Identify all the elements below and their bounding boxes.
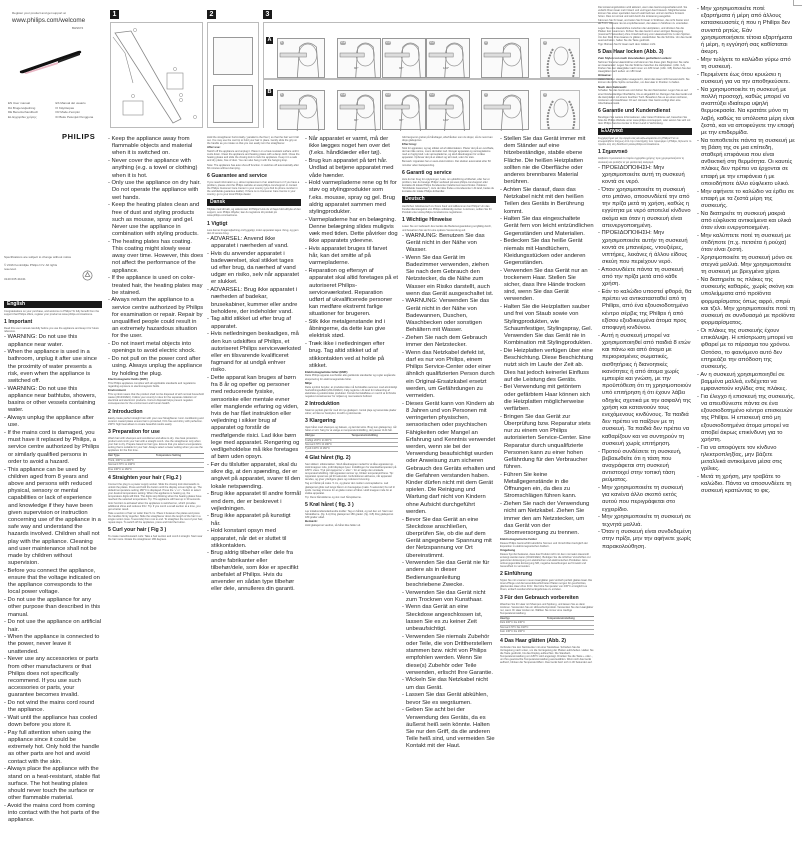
safety-bullet: - If the appliance is used on color-treated hair, the heating plates may be stained. xyxy=(108,275,204,297)
safety-bullet: - Bringen Sie das Gerät zur Überprüfung bzw. Reparatur stets nur zu einem von Philips autorisierten Service-Center. Eine Reparatur durch unqualifizierte Personen kann zu einer hohen Gefährdung für den Verbraucher führen. xyxy=(500,414,594,472)
body-text: Συγχαρητήρια για την αγορά σας και καλωσορίσατε στη Philips! Για να επωφεληθείτε πλήρως από την υποστήριξη που προσφέρει η Philips, δηλώστε το προϊόν σας στη διεύθυνση www.philips.com/welcome. xyxy=(598,137,692,147)
safety-bullet: - Pay full attention when using the appliance since it could be extremely hot. Only hold the handle as other parts are hot and avoid contact with the skin. xyxy=(4,730,102,766)
safety-bullet: - ADVARSEL: Brug ikke apparatet i nærheden af badekar, brusekabiner, kummer eller andre beholdere, der indeholder vand. xyxy=(207,287,301,316)
section-heading: 4 Glat håret (fig. 2) xyxy=(305,454,351,461)
step-label: 4 xyxy=(544,40,546,44)
table-row xyxy=(108,468,204,472)
safety-bullet: - Hold konstant opsyn med apparatet, når det er sluttet til stikkontakten. xyxy=(207,528,301,550)
text-column xyxy=(598,6,692,551)
safety-bullet: - Hvis du anvender apparatet i badeværelset, skal stikket tages ud efter brug, da nærhed af vand udgør en risiko, selv når apparatet er slukket. xyxy=(207,251,301,287)
temperature-table xyxy=(500,616,594,635)
safety-bullet: - Do not insert metal objects into openings to avoid electric shock. xyxy=(108,341,204,355)
cover xyxy=(0,0,104,150)
document-info xyxy=(4,256,100,282)
page-edge-marker xyxy=(793,0,802,6)
safety-bullet: - Lassen Sie das Gerät abkühlen, bevor Sie es wegräumen. xyxy=(402,692,496,706)
body-text: Lav indadvendte/udadvendte krøller: Tag en hårlok, og red den ud. Start nær hårrødderne. (fig. 3-A) Drej glattejernet 180 grader. (fig. 3-B) Drej glattejernet 180 grader udad. xyxy=(305,509,394,520)
rotation-angle: 180° xyxy=(443,66,450,70)
body-text: Tip: Rens hårrødderne og slut med hårspidserne. xyxy=(305,495,362,499)
step-label: 2-c xyxy=(430,40,435,44)
safety-bullet: - Περιμένετε έως ότου κρυώσει η συσκευή για να την αποθηκεύσετε. xyxy=(697,72,795,86)
body-text: Bemærk: Apparatet har en auto-sluk-funktion. Det slukker automatisk efter 60 minutter uden fastspænding. xyxy=(402,160,491,167)
body-text: Lesen Sie vor Gebrauch des Geräts die Bedienungsanleitung sorgfältig durch, und bewahren Sie sie für eine spätere Verwendung auf. xyxy=(402,225,492,232)
curled-hair-illustration xyxy=(541,39,581,79)
body-text: Easily create perfect straight hair with your new Straightener. Ionic conditioning and ceramic coated plates ensure hair is protected, frizz-free and shiny with perfection. 230°C high heat allows to create beautiful results easily. xyxy=(108,416,204,426)
hair-styling-illustration xyxy=(383,91,427,131)
safety-bullet: - Avoid the mains cord from coming into contact with the hot parts of the appliance. xyxy=(4,803,102,825)
curl-step-panel xyxy=(277,38,325,78)
safety-bullet: - Όταν η συσκευή είναι συνδεδεμένη στην πρίζα, μην την αφήνετε χωρίς παρακολούθηση. xyxy=(598,529,692,551)
curl-step-panel xyxy=(426,38,470,78)
copyright: © 2016 Koninklijke Philips N.V. All rights reserved. xyxy=(4,262,58,271)
figure-1-diagram xyxy=(110,22,203,128)
figure-3-row-b-marker: B xyxy=(267,89,272,95)
step-label: 2-b xyxy=(386,40,391,44)
safety-bullet: - When the appliance is connected to the power, never leave it unattended. xyxy=(4,634,102,656)
safety-bullet: - Wickeln Sie das Netzkabel nicht um das Gerät. xyxy=(402,677,496,691)
safety-bullet: - ΠΡΟΕΙΔΟΠΟΙΗΣΗ: Μην χρησιμοποιείτε αυτήν τη συσκευή κοντά σε μπανιέρες, ντουζιέρες, νιπτήρες, λεκάνες ή άλλου είδους σκεύη που περιέχουν νερό. xyxy=(598,230,692,266)
table-cell xyxy=(547,621,594,624)
text-column xyxy=(207,136,301,594)
safety-bullet: - Μην τυλίγετε το καλώδιο γύρω από τη συσκευή. xyxy=(697,57,795,71)
body-text: Hvis du har brug for oplysninger, f.eks. om udskiftning af tilbehør, eller har et problem, kan du besøge Philips' websted på www.philips.com/support eller kontakte dit lokale Philips Kundecenter (telefonnummeret findes i folderen "Worldwide Guarantee"). Hvis der ikke findes et kundecenter i dit land, bedes du kontakte din lokale Philips-forhandler. xyxy=(402,177,495,194)
body-text: To create inward/outward curls: Take a hair section and comb it straight. Start near the hair roots. Rotate the straightener 180 degrees. xyxy=(108,535,203,542)
body-text: Skab let perfekt glat hår med dit nye glattejern. Ionisk pleje og keramiske plader sikrer, at håret er beskyttet, krusfrit og skinnende. xyxy=(305,408,397,415)
step-label: 2-a xyxy=(341,92,346,96)
body-text: Dette symbol betyder, at produktet ikke må bortskaffes sammen med almindeligt husholdningsaffald (2012/19/EU). Følg reglerne i dit land for indsamling af elektriske og elektroniske produkter. Korrekt bortskaffelse er med til at forhindre negative konsekvenser for miljøet og menneskers helbred. xyxy=(305,385,398,398)
safety-bullet: - Always unplug the appliance after use. xyxy=(4,415,102,429)
body-text: Læs denne brugervejledning omhyggeligt, inden apparatet tages i brug, og gem den til senere brug. xyxy=(207,228,299,235)
body-text: Herzlichen Glückwunsch zu Ihrem Kauf und willkommen bei Philips! Um das Kundendienstangebot von Philips vollständig nutzen zu können, sollten Sie Ihr Produkt unter www.philips.com/welcome registrieren. xyxy=(402,205,492,215)
figure-1-marker: 1 xyxy=(110,10,119,19)
safety-bullet: - Halten Sie die Heizplatten sauber und frei von Staub sowie von Stylingprodukten, wie Schaumfestiger, Stylingspray, Gel. Verwenden Sie das Gerät nie in Kombination mit Stylingprodukten. xyxy=(500,304,594,347)
safety-bullet: - Brug aldrig tilbehør eller dele fra andre fabrikanter eller tilbehør/dele, som ikke er specifikt anbefalet af Philips. Hvis du anvender en sådan type tilbehør eller dele, annulleres din garanti. xyxy=(207,550,301,593)
safety-bullet: - Bedecken Sie das heiße Gerät niemals mit Handtüchern, Kleidungsstücken oder anderen Gegenständen. xyxy=(500,238,594,267)
safety-bullet: - Führen Sie keine Metallgegenstände in die Öffnungen ein, da dies zu Stromschlägen führen kann. xyxy=(500,472,594,501)
safety-bullet: - Stik ikke metalgenstande ind i åbningerne, da dette kan give elektrisk stød. xyxy=(305,319,398,341)
table-cell xyxy=(156,468,204,471)
safety-bullet: - Verwenden Sie das Gerät nie für andere als in dieser Bedienungsanleitung beschriebene Zwecke. xyxy=(402,560,496,589)
body-text: Tillykke med dit køb, og velkommen til Philips! Hvis du vil have fuld udbytte af den support, som Philips tilbyder, kan du registrere dit produkt på www.philips.com/welcome. xyxy=(207,208,301,218)
body-text: Glid langsomt grebet på håndtaget, efterhånden som du drejer, så du nemt kan dreje glattejernet. xyxy=(402,136,493,143)
safety-bullet: - Wenn das Netzkabel defekt ist, darf es nur von Philips, einem Philips Service-Center oder einer ähnlich qualifizierten Person durch ein Original-Ersatzkabel ersetzt werden, um Gefährdungen zu vermeiden. xyxy=(402,350,496,400)
subheading: Bemærk: xyxy=(305,519,318,524)
body-text: Kämmen Sie Ihr Haar, und teilen Sie Ihr Haar in Strähnen, die nicht breiter sind als 5 cm. Hinweis: Es ist empfehlenswert, die Haare in Strähnen zu unterteilen. xyxy=(598,19,689,26)
body-text: Hold glattejernet vandret, så håret ikke falder ud. xyxy=(305,524,361,528)
safety-bullet: - Wenn das Gerät an eine Steckdose angeschlossen ist, lassen Sie es zu keiner Zeit unbeaufsichtigt. xyxy=(402,604,496,633)
safety-bullet: - Όταν χρησιμοποιείτε τη συσκευή στο μπάνιο, αποσυνδέετέ την από την πρίζα μετά τη χρήση, καθώς η εγγύτητα με νερό αποτελεί κίνδυνο ακόμα και όταν η συσκευή είναι απενεργοποιημένη. xyxy=(598,187,692,230)
language-heading: Dansk xyxy=(207,199,301,206)
safety-bullet: - Når apparatet er varmt, må der ikke lægges noget hen over det (f.eks. håndklæder eller tøj). xyxy=(305,136,398,158)
safety-bullet: - Geben Sie acht bei der Verwendung des Geräts, da es äußerst heiß sein könnte. Halten Sie nur den Griff, da die anderen Teile heiß sind, und vermeiden Sie Kontakt mit der Haut. xyxy=(402,707,496,750)
safety-bullet: - Μην χρησιμοποιείτε ποτέ εξαρτήματα ή μέρη από άλλους κατασκευαστές ή που η Philips δεν συνιστά ρητώς. Εάν χρησιμοποιήσετε τέτοια εξαρτήματα ή μέρη, η εγγύησή σας καθίσταται άκυρη. xyxy=(697,6,795,56)
safety-bullet: - Do not wind the mains cord round the appliance. xyxy=(4,700,102,714)
language-item: EL Εγχειρίδιο χρήσης xyxy=(8,114,37,119)
curl-step-panel xyxy=(337,90,381,130)
step-label: 2-c xyxy=(430,92,435,96)
safety-bullet: - Die Heizplatten verfügen über eine Beschichtung. Diese Beschichtung nutzt sich im Laufe der Zeit ab. Dies hat jedoch keinerlei Einfluss auf die Leistung des Geräts. xyxy=(500,348,594,384)
specs-note: Specifications are subject to change without notice xyxy=(4,255,72,259)
hair-styling-illustration xyxy=(278,91,326,131)
safety-bullet: - Μετά τη χρήση, μην τραβάτε το καλώδιο. Πάντα να αποσυνδέετε τη συσκευή κρατώντας το φις. xyxy=(697,474,795,496)
section-heading: 4 Das Haar glätten (Abb. 2) xyxy=(500,637,567,644)
language-item: ES Manual del usuario xyxy=(55,101,86,105)
table-cell: Fein 130°C bis 160°C xyxy=(500,630,525,634)
safety-bullet: - Keep the heating plates clean and free of dust and styling products such as mousse, spray and gel. Never use the appliance in combination with styling products. xyxy=(108,202,204,238)
figure-3-row-divider xyxy=(263,78,613,80)
curl-step-panel xyxy=(277,90,325,130)
body-text: If you need information e.g. about replacement of an attachment or if you have a problem, please visit the Philips website at www.philips.com/support or contact the Philips Customer Care Center in your country (you find its phone number in the worldwide guarantee leaflet). If there is no Consumer Care Centre in your country, go to your local Philips dealer. xyxy=(207,180,300,197)
body-text: Wash hair with shampoo and conditioner and allow to dry. Use heat protection product and comb your hair with a straight comb. Use the straightener only when your hair is dry. Prepare based on hair type. Ensure that you select a temperature setting that is suitable for your hair. Always select a lower setting when you use the appliance for the first time. xyxy=(108,436,203,453)
curl-step-panel xyxy=(481,90,529,130)
safety-bullet: - Brug ikke apparatet til andre formål end dem, der er beskrevet i vejledningen. xyxy=(207,491,301,513)
safety-bullet: - Always return the appliance to a service centre authorized by Philips for examination or repair. Repair by unqualified people could result in an extremely hazardous situation for the user. xyxy=(108,297,204,340)
step-label: 2-a xyxy=(341,40,346,44)
section-heading: 3 Klargøring xyxy=(305,418,336,425)
safety-bullet: - Dette apparat kan bruges af børn fra 8 år og opefter og personer med reducerede fysiske, sensoriske eller mentale evner eller manglende erfaring og viden, hvis de har fået instruktion eller vejledning i sikker brug af apparatet og forstår de medfølgende risici. Lad ikke børn lege med apparatet. Rengøring og vedligeholdelse må ikke foretages af børn uden opsyn. xyxy=(207,375,301,461)
safety-bullet: - Only use the appliance on dry hair. Do not operate the appliance with wet hands. xyxy=(108,180,204,202)
safety-bullet: - Tag altid stikket ud efter brug af apparatet. xyxy=(207,316,301,330)
body-text: This symbol means that the product shall not be disposed of with normal household waste (2012/19/EU). Follow your country's rules for the separate collection of electrical and electronic products. Correct disposal helps prevent negative consequences for the environment and human health. xyxy=(108,393,204,406)
safety-bullet: - Bei Verwendung mit getöntem oder gefärbtem Haar können sich die Heizplatten möglicherweise verfärben. xyxy=(500,384,594,413)
philips-logo: PHILIPS xyxy=(62,132,96,141)
safety-bullet: - Αν η συσκευή χρησιμοποιηθεί σε βαμμένα μαλλιά, ενδέχεται να εμφανιστούν κηλίδες στις πλάκες. xyxy=(697,372,795,394)
section-heading: 6 Garantie und Kundendienst xyxy=(598,107,671,114)
table-cell: Hårtype xyxy=(305,434,315,438)
step-label: 1 xyxy=(281,92,283,96)
curl-step-panel xyxy=(337,38,381,78)
safety-bullet: - Achten Sie darauf, dass das Netzkabel nicht mit den heißen Teilen des Geräts in Berührung kommt. xyxy=(500,187,594,216)
subheading: Elektromagnetische Felder xyxy=(500,536,537,541)
body-text: Stylen Sie mit unserem neuen Haarglätter ganz einfach perfekt glattes Haar. Die Ionen-Pflege und die keramikbeschichteten Platten sorgen für geschütztes, glänzendes Haar ohne Frizz. Die hohe Temperatur von 230°C ermöglicht es Ihnen, einfach wunderschöne Ergebnisse zu erzielen. xyxy=(500,579,593,592)
text-column xyxy=(108,136,204,542)
language-heading: Deutsch xyxy=(402,196,496,203)
table-cell xyxy=(547,626,594,629)
safety-bullet: - Brug kun apparatet på tørt hår. Undlad at betjene apparatet med våde hænder. xyxy=(305,158,398,180)
safety-bullet: - ADVARSEL: Anvend ikke apparatet i nærheden af vand. xyxy=(207,236,301,250)
safety-bullet: - Οι πλάκες της συσκευής έχουν επικάλυψη. Η επίστρωση μπορεί να φθαρεί με το πέρασμα του χρόνου. Ωστόσο, το φαινόμενο αυτό δεν επηρεάζει την απόδοση της συσκευής. xyxy=(697,328,795,371)
body-text: Die Ionisierungsfunktion wird aktiviert, wenn das Gerät eingeschaltet wird. Sie verleiht Ihrem Haar mehr Glanz und verringert das Kräuseln. Möglicherweise können Sie einen speziellen Geruch wahrnehmen und ein leichtes Knistern hören. Dies ist normal und wird durch die Ionisierung ausgelöst. xyxy=(598,6,688,19)
section-heading: 2 Einführung xyxy=(500,571,532,578)
curled-hair-illustration xyxy=(541,91,581,131)
safety-bullet: - Reparation og eftersyn af apparatet skal altid foretages på et autoriseret Philips-serviceværksted. Reparation udført af ukvalificerede personer kan medføre ekstremt farlige situationer for brugeren. xyxy=(305,268,398,318)
figure-3-row-a-marker: A xyxy=(267,37,272,43)
section-heading: 4 Straighten your hair ( Fig.2 ) xyxy=(108,474,182,481)
body-text: This Philips appliance complies with all applicable standards and regulations regarding exposure to electromagnetic fields. xyxy=(108,382,196,389)
body-text: Halten Sie den Haarglätter waagerecht, damit das Haar nicht herausrutscht. Sie können die kühle Spitze verwenden, um das Haar in Position zu halten. xyxy=(598,78,690,85)
safety-bullet: - Εάν το καλώδιο υποστεί φθορά, θα πρέπει να αντικατασταθεί από τη Philips, από ένα εξουσιοδοτημένο κέντρο σέρβις της Philips ή από εξίσου εξειδικευμένα άτομα προς αποφυγή κινδύνου. xyxy=(598,289,692,332)
language-item: FR Mode d'emploi xyxy=(55,110,80,115)
safety-bullet: - Να διατηρείτε τη συσκευή μακριά από εύφλεκτα αντικείμενα και υλικά όταν είναι ενεργοποιημένη. xyxy=(697,211,795,233)
safety-bullet: - Για έλεγχο ή επισκευή της συσκευής, να απευθύνεστε πάντα σε ένα εξουσιοδοτημένο κέντρο επισκευών της Philips. Η επισκευή από μη εξουσιοδοτημένα άτομα μπορεί να αποβεί άκρως επικίνδυνη για το χρήστη. xyxy=(697,394,795,444)
body-text: Vask håret med shampoo og balsam, og lad det tørre. Brug kun glattejernet, når håret er tørt. Sørg for at vælge en temperaturindstilling, der passer til dit hår. xyxy=(305,426,397,433)
safety-bullet: - Αυτή η συσκευή μπορεί να χρησιμοποιηθεί από παιδιά 8 ετών και πάνω και από άτομα με περιορισμένες σωματικές, αισθητήριες ή διανοητικές ικανότητες ή από άτομα χωρίς εμπειρία και γνώση, με την προϋπόθεση ότι τη χρησιμοποιούν υπό επιτήρηση ή ότι έχουν λάβει οδηγίες σχετικά με την ασφαλή της χρήση και κατανοούν τους ενεχόμενους κινδύνους. Τα παιδιά δεν πρέπει να παίζουν με τη συσκευή. Τα παιδιά δεν πρέπει να καθαρίζουν και να συντηρούν τη συσκευή χωρίς επιτήρηση. xyxy=(598,333,692,448)
safety-bullet: - When the appliance is used in a bathroom, unplug it after use since the proximity of water presents a risk, even when the appliance is switched off. xyxy=(4,349,102,385)
text-column xyxy=(697,6,795,496)
temperature-table xyxy=(305,433,398,452)
body-text: Benötigen Sie weitere Informationen, oder treten Probleme auf, besuchen Sie bitte die Philips Website unter www.philips.com/support, oder setzen Sie sich mit dem Philips Service-Center in Ihrem Land in Verbindung. xyxy=(598,115,691,126)
rotation-angle: 90° xyxy=(399,118,404,122)
safety-bullet: - Dieses Gerät kann von Kindern ab 8 Jahren und von Personen mit verringerten physischen, sensorischen oder psychischen Fähigkeiten oder Mangel an Erfahrung und Kenntnis verwendet werden, wenn sie bei der Verwendung beaufsichtigt wurden oder Anweisung zum sicheren Gebrauch des Geräts erhalten und die Gefahren verstanden haben. Kinder dürfen nicht mit dem Gerät spielen. Die Reinigung und Wartung darf nicht von Kindern ohne Aufsicht durchgeführt werden. xyxy=(402,401,496,516)
section-heading: 2 Introduktion xyxy=(305,400,340,407)
safety-bullet: - Ziehen Sie nach der Verwendung nicht am Netzkabel. Ziehen Sie immer den am Netzstecker, um das Gerät von der Stromversorgung zu trennen. xyxy=(500,501,594,537)
safety-bullet: - WARNING: Do not use this appliance near water. xyxy=(4,334,102,348)
section-heading: 1 Σημαντικό xyxy=(598,149,628,156)
section-heading: 5 Curl your hair ( Fig 3 ) xyxy=(108,527,167,534)
body-text: Note: The appliance has auto shut-off function. It switches off automatically after 60 minutes without clamping. xyxy=(207,163,299,170)
safety-bullet: - Keep the appliance away from flammable objects and material when it is switched on. xyxy=(108,136,204,158)
text-column xyxy=(4,298,102,825)
body-text: Sæt stikket i stikkontakten. Skub låseknappen nedad for at låse apparatet op. Hold knappen inde, indtil displayet lyser. Indstillingen for standardtemperatur på 180°C vises. Tryk på knapperne '+' eller '-' for at vælge den ønskede temperaturindstilling. Når apparatet varmer op, blinker temperaturcifrene. Tip: Apparatet opvarmes på 30 sekunder. Ionfunktionen aktiveres, når apparatet tændes, og giver yderligere glans og reducerer krusning. xyxy=(305,462,397,482)
table-cell: Thick, 200°C to 230°C xyxy=(108,458,134,462)
safety-bullet: - Always place the appliance with the stand on a heat-resistant, stable flat surface. The hot heating plates should never touch the surface or other flammable material. xyxy=(4,766,102,802)
safety-bullet: - Μην χρησιμοποιείτε τη συσκευή για κανένα άλλο σκοπό εκτός αυτού που περιγράφεται στο εγχειρίδιο. xyxy=(598,485,692,514)
safety-bullet: - Træk ikke i netledningen efter brug. Tag altid stikket ud af stikkontakten ved at holde på stikket. xyxy=(305,341,398,370)
safety-bullet: - Bevor Sie das Gerät an eine Steckdose anschließen, überprüfen Sie, ob die auf dem Gerät angegebene Spannung mit der Netzspannung vor Ort übereinstimmt. xyxy=(402,517,496,560)
safety-bullet: - WARNUNG: Verwenden Sie das Gerät nicht in der Nähe von Badewannen, Duschen, Waschbecken oder sonstigen Behältern mit Wasser. xyxy=(402,298,496,334)
figure-2-marker: 2 xyxy=(207,10,216,19)
body-text: Read this user manual carefully before you use the appliance and keep it for future reference. xyxy=(4,327,99,334)
table-cell: Temperature Setting xyxy=(156,454,182,458)
body-text: Take a section of hair no wider than 5 cm. Place it between the plates and press the handles firmly together. Slide the straightener down the length of the hair in a single motion (max. 5 seconds) from root to end. To straighten the rest of your hair, repeat steps. To switch off the appliance, press and hold the button. xyxy=(108,511,203,525)
straightener-parts-diagram xyxy=(111,23,203,127)
table-cell: Tyndt 130°C til 160°C xyxy=(305,447,330,451)
straighten-step-1-panel xyxy=(213,37,253,75)
table-row xyxy=(500,630,594,634)
safety-bullet: - Do not use the appliance on artificial hair. xyxy=(4,619,102,633)
section-heading: 5 Krøl håret ( fig. 3 ) xyxy=(305,501,354,508)
subheading: Environment xyxy=(108,388,126,393)
table-row xyxy=(305,447,398,451)
language-heading: Ελληνικά xyxy=(598,128,692,135)
safety-bullet: - Do not pull on the power cord after using. Always unplug the appliance by holding the plug. xyxy=(108,356,204,378)
subheading: After use: xyxy=(207,145,221,150)
language-item: ID Buku Petunjuk Pengguna xyxy=(55,114,94,119)
table-cell: Fine 130°C to 160°C xyxy=(108,467,132,471)
safety-bullet: - Προτού συνδέσετε τη συσκευή, βεβαιωθείτε ότι η τάση που αναγράφεται στη συσκευή αντιστοιχεί στην τοπική τάση ρεύματος. xyxy=(598,449,692,485)
safety-bullet: - Μην αφήνετε το καλώδιο να έρθει σε επαφή με τα ζεστά μέρη της συσκευής. xyxy=(697,189,795,211)
safety-bullet: - Verwenden Sie niemals Zubehör oder Teile, die von Drittherstellern stammen bzw. nicht von Philips empfohlen werden. Wenn Sie diese(s) Zubehör oder Teile verwenden, erlischt Ihre Garantie. xyxy=(402,634,496,677)
straightener-product-image xyxy=(18,45,84,75)
hair-styling-illustration xyxy=(278,39,326,79)
safety-bullet: - Να χρησιμοποιείτε τη συσκευή με πολλή προσοχή, καθώς μπορεί να αναπτύξει ιδιαίτερα υψηλή θερμοκρασία. Να κρατάτε μόνο τη λαβή, καθώς τα υπόλοιπα μέρη είναι ζεστά, και να αποφεύγετε την επαφή με την επιδερμίδα. xyxy=(697,87,795,137)
section-heading: 2 Introduction xyxy=(108,408,143,415)
step-label: 3 xyxy=(485,92,487,96)
body-text: Switch off the appliance and unplug it. Place it on a heat-resistant surface until it cools down. Clean the appliance and heating plates with a damp cloth. Close the heating plates and slide the closing lock to lock the appliance. Keep it in a safe and dry place, free of dust. You can also hang it with the hanging loop. xyxy=(207,150,300,163)
welcome-url[interactable]: www.philips.com/welcome xyxy=(12,17,86,24)
safety-bullet: - WARNING: Do not use this appliance near bathtubs, showers, basins or other vessels containing water. xyxy=(4,386,102,415)
table-cell xyxy=(156,463,204,466)
body-text: Verbinden Sie den Netzstecker mit einer Steckdose. Schieben Sie die Verriegelung nach unten, um die Verriegelung der Platten aufzuheben. Halten Sie die Taste gedrückt, bis das Display aufleuchtet. Die Standard-Temperatureinstellung von 180°C wird angezeigt. Drücken Sie die Taste + oder -, um Ihre gewünschte Temperatureinstellung auszuwählen. Wenn sich das Gerät aufheizt, blinken die Temperaturziffern. Das Gerät heizt sich in 30 Sekunden auf. xyxy=(500,645,594,664)
safety-bullet: - Να τοποθετείτε πάντα τη συσκευή με τη βάση της σε μια επίπεδη, σταθερή επιφάνεια που είναι ανθεκτική στη θερμότητα. Οι καυτές πλάκες δεν πρέπει να έρχονται σε επαφή με την επιφάνεια ή με οποιοδήποτε άλλο εύφλεκτο υλικό. xyxy=(697,138,795,188)
step-label: 2-b xyxy=(386,92,391,96)
text-column xyxy=(500,136,594,665)
body-text: Tag en hårlok på maks. 5 cm, og placer den mellem varmepladerne. Lad glattejernet glide ned langs håret i én bevægelse (maks. 5 sekunder) fra rod til spids. Gentag trinnene for at glatte resten af håret. Hold knappen inde for at slukke apparatet. xyxy=(305,482,395,495)
subheading: Zum Stylen von nach innen/außen gedrehten Locken: xyxy=(598,56,672,61)
hair-styling-illustration xyxy=(482,39,530,79)
safety-bullet: - Για να αποφύγετε τον κίνδυνο ηλεκτροπληξίας, μην βάζετε μεταλλικά αντικείμενα μέσα στις γρίλιες. xyxy=(697,445,795,474)
safety-bullet: - Να διατηρείτε τις πλάκες της συσκευής καθαρές, χωρίς σκόνη και υπολείμματα από προϊόντα φορμαρίσματος όπως αφρό, σπρέι και τζελ. Μην χρησιμοποιείτε ποτέ τη συσκευή σε συνδυασμό με προϊόντα φορμαρίσματος. xyxy=(697,277,795,327)
hair-styling-illustration xyxy=(338,39,382,79)
step-label: 4 xyxy=(544,92,546,96)
table-cell: Normal 170°C to 190°C xyxy=(108,463,136,467)
hair-styling-illustration xyxy=(427,39,471,79)
temperature-table xyxy=(108,453,204,472)
table-cell: Normal 170°C bis 190°C xyxy=(500,625,529,629)
safety-bullet: - Stellen Sie das Gerät immer mit dem Ständer auf eine hitzebeständige, stabile ebene Fläche. Die heißen Heizplatten sollten nie die Oberfläche oder anderes brennbares Material berühren. xyxy=(500,136,594,186)
table-cell: Kraftigt 200°C til 230°C xyxy=(305,438,332,442)
table-cell xyxy=(547,630,594,633)
body-text: Dieses Philips Gerät erfüllt sämtliche Normen und Vorschriften bezüglich der Exposition in elektromagnetischen Feldern. xyxy=(500,541,588,548)
safety-bullet: - Hvis netledningen beskadiges, må den kun udskiftes af Philips, et autoriseret Philips serviceværksted eller en tilsvarende kvalificeret fagmand for at undgå enhver risiko. xyxy=(207,331,301,374)
body-text: Sluk for apparatet, og tag stikket ud af stikkontakten. Placer det på en overflade, der kan tåle varme, mens det køler ned. Rengør apparatet og varmepladerne med en fugtig klud. Luk varmepladerne, og skub låseknappen for at låse apparatet. Opbevar det på et sikkert og tørt sted, uden for støv. xyxy=(402,147,494,160)
language-item: DE Benutzerhandbuch xyxy=(8,110,39,115)
body-text: Schalten Sie das Gerät aus und ziehen Sie den Netzstecker. Legen Sie es auf eine hitzebeständige Oberfläche, bis es abgekühlt ist. Reinigen Sie das Gerät und die Heizplatten mit einem feuchten Tuch. Bewahren Sie es an einem sicheren, trockenen und staubfreien Ort auf. Hinweis: Das Gerät verfügt über eine Abschaltautomatik. xyxy=(598,89,693,105)
model-number: BHS674 xyxy=(72,26,84,30)
subheading: Electromagnetic fields (EMF) xyxy=(108,377,148,382)
curl-step-panel xyxy=(382,38,426,78)
safety-bullet: - Verwenden Sie das Gerät nicht zum Trocknen von Kunsthaar. xyxy=(402,590,496,604)
rotation-angle: 180° xyxy=(443,118,450,122)
language-item: EN User manual xyxy=(8,101,31,105)
safety-bullet: - Αποσυνδέετε πάντα τη συσκευή από την πρίζα μετά από κάθε χρήση. xyxy=(598,267,692,289)
subheading: Hinweise: xyxy=(598,73,612,78)
safety-bullet: - Wenn Sie das Gerät im Badezimmer verwenden, ziehen Sie nach dem Gebrauch den Netzstecker, da die Nähe zum Wasser ein Risiko darstellt, auch wenn das Gerät ausgeschaltet ist. xyxy=(402,255,496,298)
subheading: Efter brug: xyxy=(402,142,417,147)
language-item: DA Brugervejledning xyxy=(8,105,36,110)
body-text: Tipp: Bürsten Sie Ihr Haar nach dem Glätten nicht. xyxy=(598,43,657,47)
body-text: Nehmen Sie eine Haarsträhne und kämmen Sie diese glatt. Beginnen Sie nahe am Haaransatz. Legen Sie die Strähne zwischen die Heizplatten. (Abb. 3-A) Drehen Sie den Haarglätter nach innen um 180 Grad. (Abb. 3-B) Drehen Sie den Haarglätter nach außen um 180 Grad. xyxy=(598,61,691,74)
safety-bullet: - Før du tilslutter apparatet, skal du sikre dig, at den spænding, der er angivet på apparatet, svarer til den lokale netspænding. xyxy=(207,462,301,491)
safety-bullet: - ΠΡΟΕΙΔΟΠΟΙΗΣΗ: Μην χρησιμοποιείτε αυτή τη συσκευή κοντά σε νερό. xyxy=(598,165,692,187)
body-text: Congratulations on your purchase, and welcome to Philips! To fully benefit from the support that Philips offers, register your product at www.philips.com/welcome. xyxy=(4,310,100,317)
safety-bullet: - Ziehen Sie nach dem Gebrauch immer den Netzstecker. xyxy=(402,335,496,349)
table-cell: Dick 200°C bis 230°C xyxy=(500,621,525,625)
document-number: 3140 035 41041 xyxy=(4,277,26,282)
table-cell: Temperatureinstellung xyxy=(547,616,575,620)
section-heading: 6 Garanti og service xyxy=(402,169,452,176)
safety-bullet: - Hold varmepladerne rene og fri for støv og stylingprodukter som f.eks. mousse, spray og gel. Brug aldrig apparatet sammen med stylingprodukter. xyxy=(305,180,398,216)
table-cell: Temperaturindstilling xyxy=(351,434,378,438)
table-cell: Normal 170°C til 190°C xyxy=(305,443,332,447)
safety-bullet: - Μην καλύπτετε ποτέ τη συσκευή με οτιδήποτε (π.χ. πετσέτα ή ρούχα) όταν είναι ζεστή. xyxy=(697,233,795,255)
curl-step-panel xyxy=(382,90,426,130)
subheading: Elektromagnetiske felter (EMF) xyxy=(305,369,348,374)
rotation-angle: 90° xyxy=(354,66,359,70)
body-text: Connect the plug to a power supply socket. Slide the closing lock downwards to unlock the plates. Press and hold the button until the display screen lights up. The default temperature setting 180°C is displayed. Press the '+' or '-' button to select your desired temperature setting. When the appliance is heating up, the temperature digits will blink. The digits stop blinking when the heating plates have reached the selected temperature. Tip: The appliance will heat up in 30 seconds. Ionic function is activated when the appliance is switched on, which provides additional shine and reduces frizz. Tip: If you comb a small section at a time, you get a better result. xyxy=(108,482,202,511)
safety-bullet: - Verwenden Sie das Gerät nur an trockenem Haar. Stellen Sie sicher, dass Ihre Hände trocken sind, wenn Sie das Gerät verwenden. xyxy=(500,268,594,304)
table-cell xyxy=(156,459,204,462)
safety-bullet: - Never use any accessories or parts from other manufacturers or that Philips does not specifically recommend. If you use such accessories or parts, your guarantee becomes invalid. xyxy=(4,656,102,699)
safety-bullet: - This appliance can be used by children aged from 8 years and above and persons with reduced physical, sensory or mental capabilities or lack of experience and knowledge if they have been given supervision or instruction concerning use of the appliance in a safe way and understand the hazards involved. Children shall not play with the appliance. Cleaning and user maintenance shall not be made by children without supervision. xyxy=(4,467,102,568)
table-cell xyxy=(352,447,399,450)
rotation-angle: 90° xyxy=(354,118,359,122)
straighten-step-2-panel xyxy=(213,85,253,123)
safety-bullet: - Before you connect the appliance, ensure that the voltage indicated on the appliance corresponds to the local power voltage. xyxy=(4,568,102,597)
safety-bullet: - Χρησιμοποιείτε τη συσκευή μόνο σε στεγνά μαλλιά. Μην χρησιμοποιείτε τη συσκευή με βρεγμένα χέρια. xyxy=(697,255,795,277)
rotation-angle: 90° xyxy=(399,66,404,70)
table-cell xyxy=(352,439,399,442)
body-text: Dette Philips apparat overholder alle gældende standarder og regler angående eksponering for elektromagnetiske felter. xyxy=(305,374,396,381)
safety-bullet: - Wait until the appliance has cooled down before you store it. xyxy=(4,715,102,729)
body-text: Dieses Symbol bedeutet, dass das Produkt nicht mit dem normalen Hausmüll entsorgt werden kann (2012/19/EU). Befolgen Sie die örtlichen Vorschriften zur getrennten Entsorgung von elektrischen und elektronischen Produkten. Eine ordnungsgemäße Entsorgung hilft, negative Auswirkungen auf Umwelt und Gesundheit zu vermeiden. xyxy=(500,552,591,569)
hair-styling-illustration xyxy=(338,91,382,131)
step-label: 3 xyxy=(485,40,487,44)
register-text: Register your product and get support at xyxy=(12,11,66,15)
body-text: Hold the straightener horizontally ( parallel to the floor ) so that the hair won't fall out. You may use the cool tip to hold your hair in place. Gently slide the grip on the handle as you rotate so that you can easily turn the straightener. xyxy=(207,136,299,146)
section-heading: 3 Für den Gebrauch vorbereiten xyxy=(500,594,579,601)
body-text: Διαβάστε προσεκτικά το παρόν εγχειρίδιο χρήσης πριν χρησιμοποιήσετε τη συσκευή και φυλάξτε το για μελλοντική αναφορά. xyxy=(598,157,685,164)
table-cell: Haartyp xyxy=(500,616,510,620)
safety-bullet: - Brug ikke apparatet på kunstigt hår. xyxy=(207,513,301,527)
section-heading: 1 Wichtige Hinweise xyxy=(402,217,452,224)
body-text: Legen Sie eine Haarsträhne zwischen die Heizplatten, und drücken Sie die Platten fest zusammen. Führen Sie das Gerät in einer einzigen Bewegung (maximal 5 Sekunden) ohne Unterbrechung vom Haaransatz bis zu den Spitzen. Um den Rest Ihres Haares zu glätten, wiederholen Sie die Schritte. Um das Gerät auszuschalten, halten Sie die Taste gedrückt. xyxy=(598,26,692,42)
hair-styling-illustration xyxy=(383,39,427,79)
hair-styling-illustration xyxy=(482,91,530,131)
safety-bullet: - If the mains cord is damaged, you must have it replaced by Philips, a service centre authorized by Philips or similarly qualified persons in order to avoid a hazard. xyxy=(4,430,102,466)
figure-3-marker: 3 xyxy=(263,10,272,19)
curl-step-panel xyxy=(481,38,529,78)
curl-result-panel xyxy=(540,90,580,130)
hair-styling-illustration xyxy=(427,91,471,131)
safety-bullet: - Varmepladerne har en belægning. Denne belægning slides muligvis væk med tiden. Dette påvirker dog ikke apparatets ydeevne. xyxy=(305,217,398,246)
section-heading: 3 Preparation for use xyxy=(108,428,160,435)
table-cell xyxy=(352,443,399,446)
safety-bullet: - WARNUNG: Benutzen Sie das Gerät nicht in der Nähe von Wasser. xyxy=(402,233,496,255)
recycle-icon xyxy=(82,270,93,281)
safety-bullet: - Halten Sie das eingeschaltete Gerät fern von leicht entzündlichen Gegenständen und Materialien. xyxy=(500,216,594,238)
language-item: FI Käyttöopas xyxy=(55,105,75,110)
safety-bullet: - Do not use the appliance for any other purpose than described in this manual. xyxy=(4,597,102,619)
section-heading: 1 Vigtigt xyxy=(207,220,228,227)
safety-bullet: - Μην χρησιμοποιείτε τη συσκευή σε τεχνητά μαλλιά. xyxy=(598,514,692,528)
subheading: Nach dem Gebrauch: xyxy=(598,84,628,89)
language-list xyxy=(8,102,100,120)
body-text: Waschen Sie Ihr Haar mit Shampoo und Spülung, und lassen Sie es dann trocknen. Verwenden Sie ein Hitzeschutzprodukt. Verwenden Sie den Haarglätter nur, wenn Ihr Haar trocken ist. Wählen Sie immer eine niedrige Temperatureinstellung. xyxy=(500,602,594,615)
section-heading: 1 Important xyxy=(4,319,33,326)
language-heading: English xyxy=(4,301,102,308)
step-label: 1 xyxy=(281,40,283,44)
section-heading: 5 Das Haar locken (Abb. 3) xyxy=(598,49,664,56)
safety-bullet: - The heating plates has coating. This coating might slowly wear away over time. However, this does not affect the performance of the appliance. xyxy=(108,239,204,275)
text-column xyxy=(305,136,398,528)
safety-bullet: - Never cover the appliance with anything (e.g. a towel or clothing) when it is hot. xyxy=(108,158,204,180)
safety-bullet: - Hvis apparatet bruges til farvet hår, kan det smitte af på varmepladerne. xyxy=(305,246,398,268)
subheading: Umgebung xyxy=(500,547,516,552)
section-heading: 6 Guarantee and service xyxy=(207,172,267,179)
table-cell: Hair Type xyxy=(108,454,120,458)
text-column xyxy=(402,136,496,751)
curl-result-panel xyxy=(540,38,580,78)
figure-2-diagram xyxy=(207,22,259,128)
curl-step-panel xyxy=(426,90,470,130)
subheading: Miljø xyxy=(305,380,312,385)
